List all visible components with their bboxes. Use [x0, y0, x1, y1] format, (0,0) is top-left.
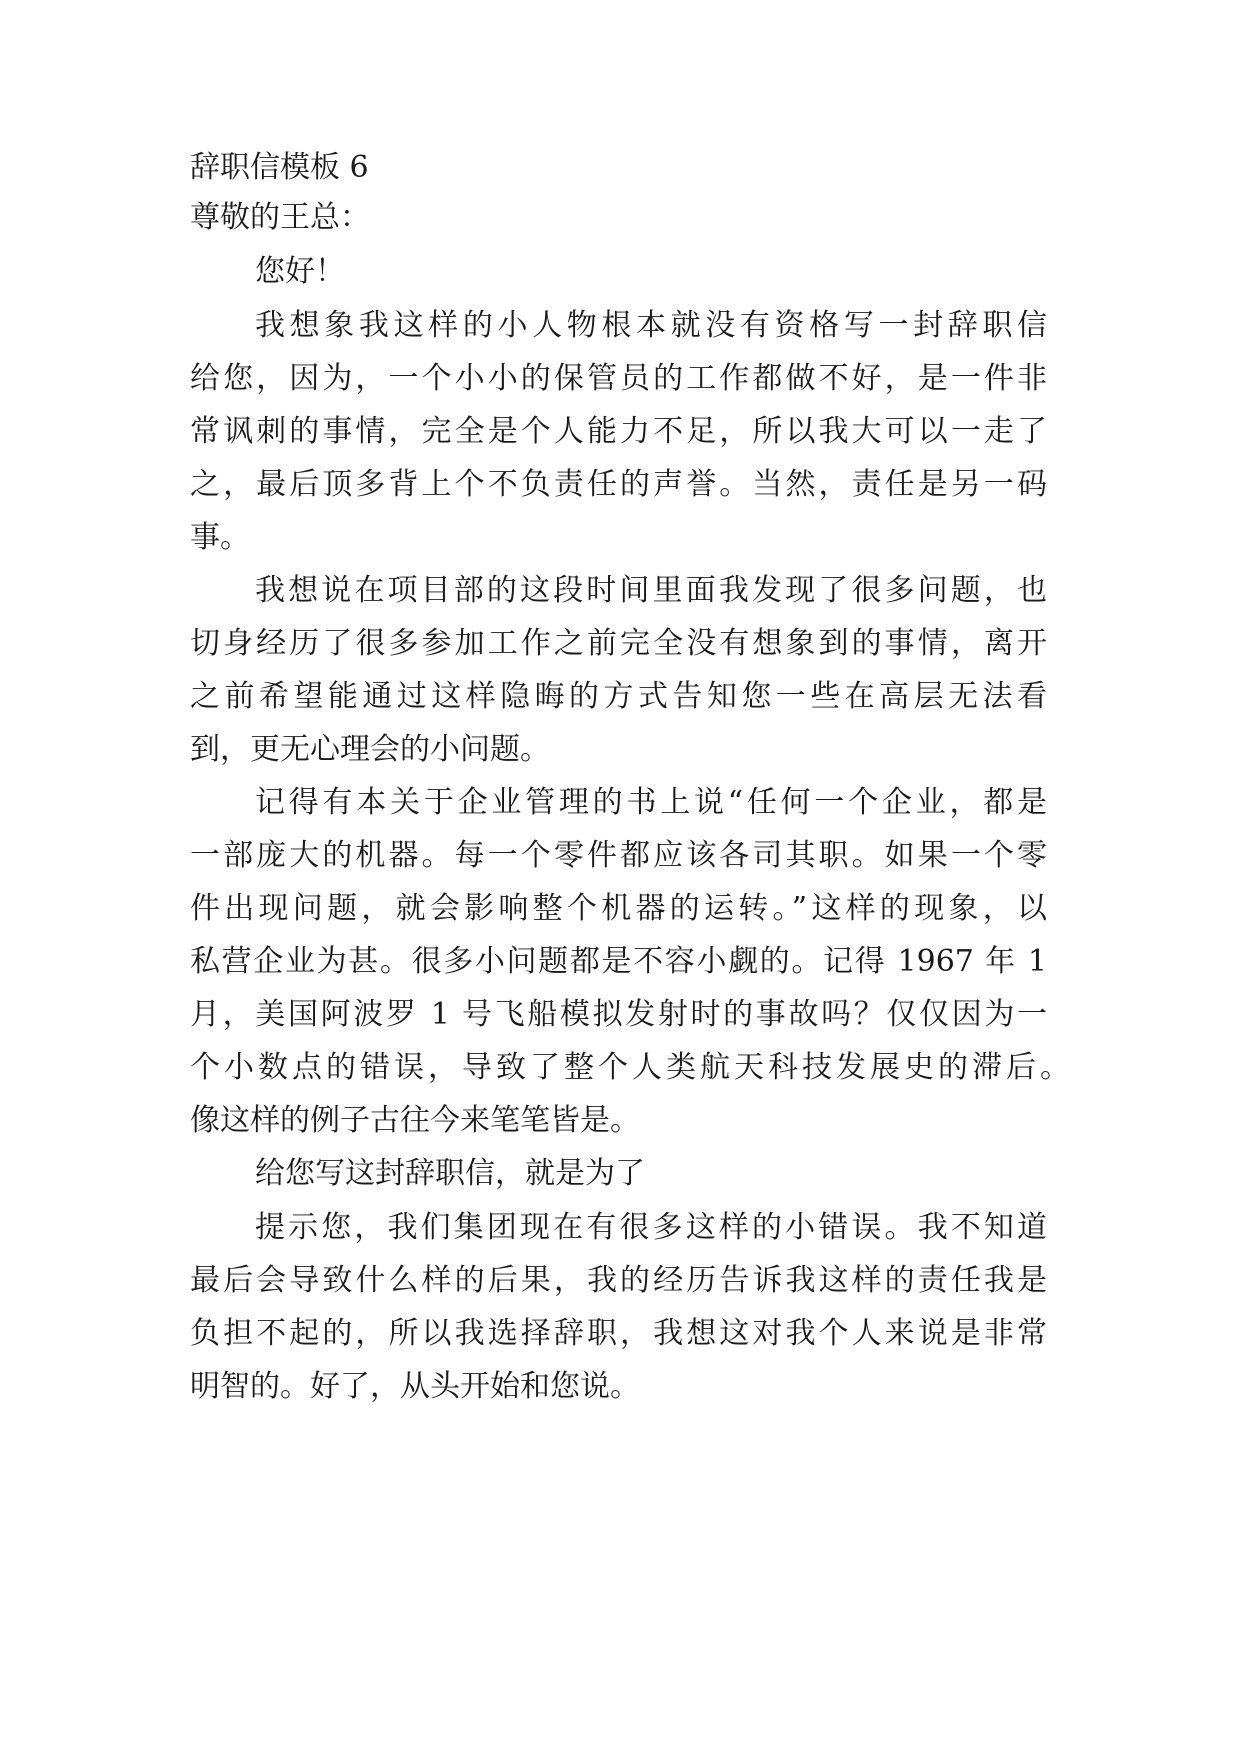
paragraph-line: 月，美国阿波罗 1 号飞船模拟发射时的事故吗？仅仅因为一 [190, 997, 1047, 1032]
paragraph-line: 我想象我这样的小人物根本就没有资格写一封辞职信 [255, 308, 1047, 343]
paragraph-line: 给您写这封辞职信，就是为了 [255, 1156, 645, 1191]
paragraph-line: 我想说在项目部的这段时间里面我发现了很多问题，也 [255, 573, 1047, 608]
greeting: 您好！ [255, 254, 345, 289]
paragraph-line: 个小数点的错误，导致了整个人类航天科技发展史的滞后。 [190, 1050, 1070, 1085]
paragraph-line: 私营企业为甚。很多小问题都是不容小觑的。记得 1967 年 1 [190, 944, 1047, 979]
paragraph-line: 记得有本关于企业管理的书上说“任何一个企业，都是 [255, 785, 1047, 820]
paragraph-line: 之前希望能通过这样隐晦的方式告知您一些在高层无法看 [190, 679, 1047, 714]
paragraph-line: 像这样的例子古往今来笔笔皆是。 [190, 1103, 640, 1138]
paragraph-line: 明智的。好了，从头开始和您说。 [190, 1369, 640, 1404]
paragraph-line: 给您，因为，一个小小的保管员的工作都做不好，是一件非 [190, 361, 1047, 396]
paragraph-line: 件出现问题，就会影响整个机器的运转。”这样的现象，以 [190, 891, 1047, 926]
paragraph-line: 事。 [190, 520, 250, 555]
paragraph-line: 常讽刺的事情，完全是个人能力不足，所以我大可以一走了 [190, 414, 1047, 449]
salutation: 尊敬的王总： [190, 200, 370, 235]
paragraph-line: 负担不起的，所以我选择辞职，我想这对我个人来说是非常 [190, 1316, 1047, 1351]
paragraph-line: 提示您，我们集团现在有很多这样的小错误。我不知道 [255, 1210, 1047, 1245]
paragraph-line: 切身经历了很多参加工作之前完全没有想象到的事情，离开 [190, 626, 1047, 661]
paragraph-line: 之，最后顶多背上个不负责任的声誉。当然，责任是另一码 [190, 467, 1047, 502]
paragraph-line: 最后会导致什么样的后果，我的经历告诉我这样的责任我是 [190, 1263, 1047, 1298]
paragraph-line: 一部庞大的机器。每一个零件都应该各司其职。如果一个零 [190, 838, 1047, 873]
document-title: 辞职信模板 6 [190, 150, 369, 185]
paragraph-line: 到，更无心理会的小问题。 [190, 732, 550, 767]
